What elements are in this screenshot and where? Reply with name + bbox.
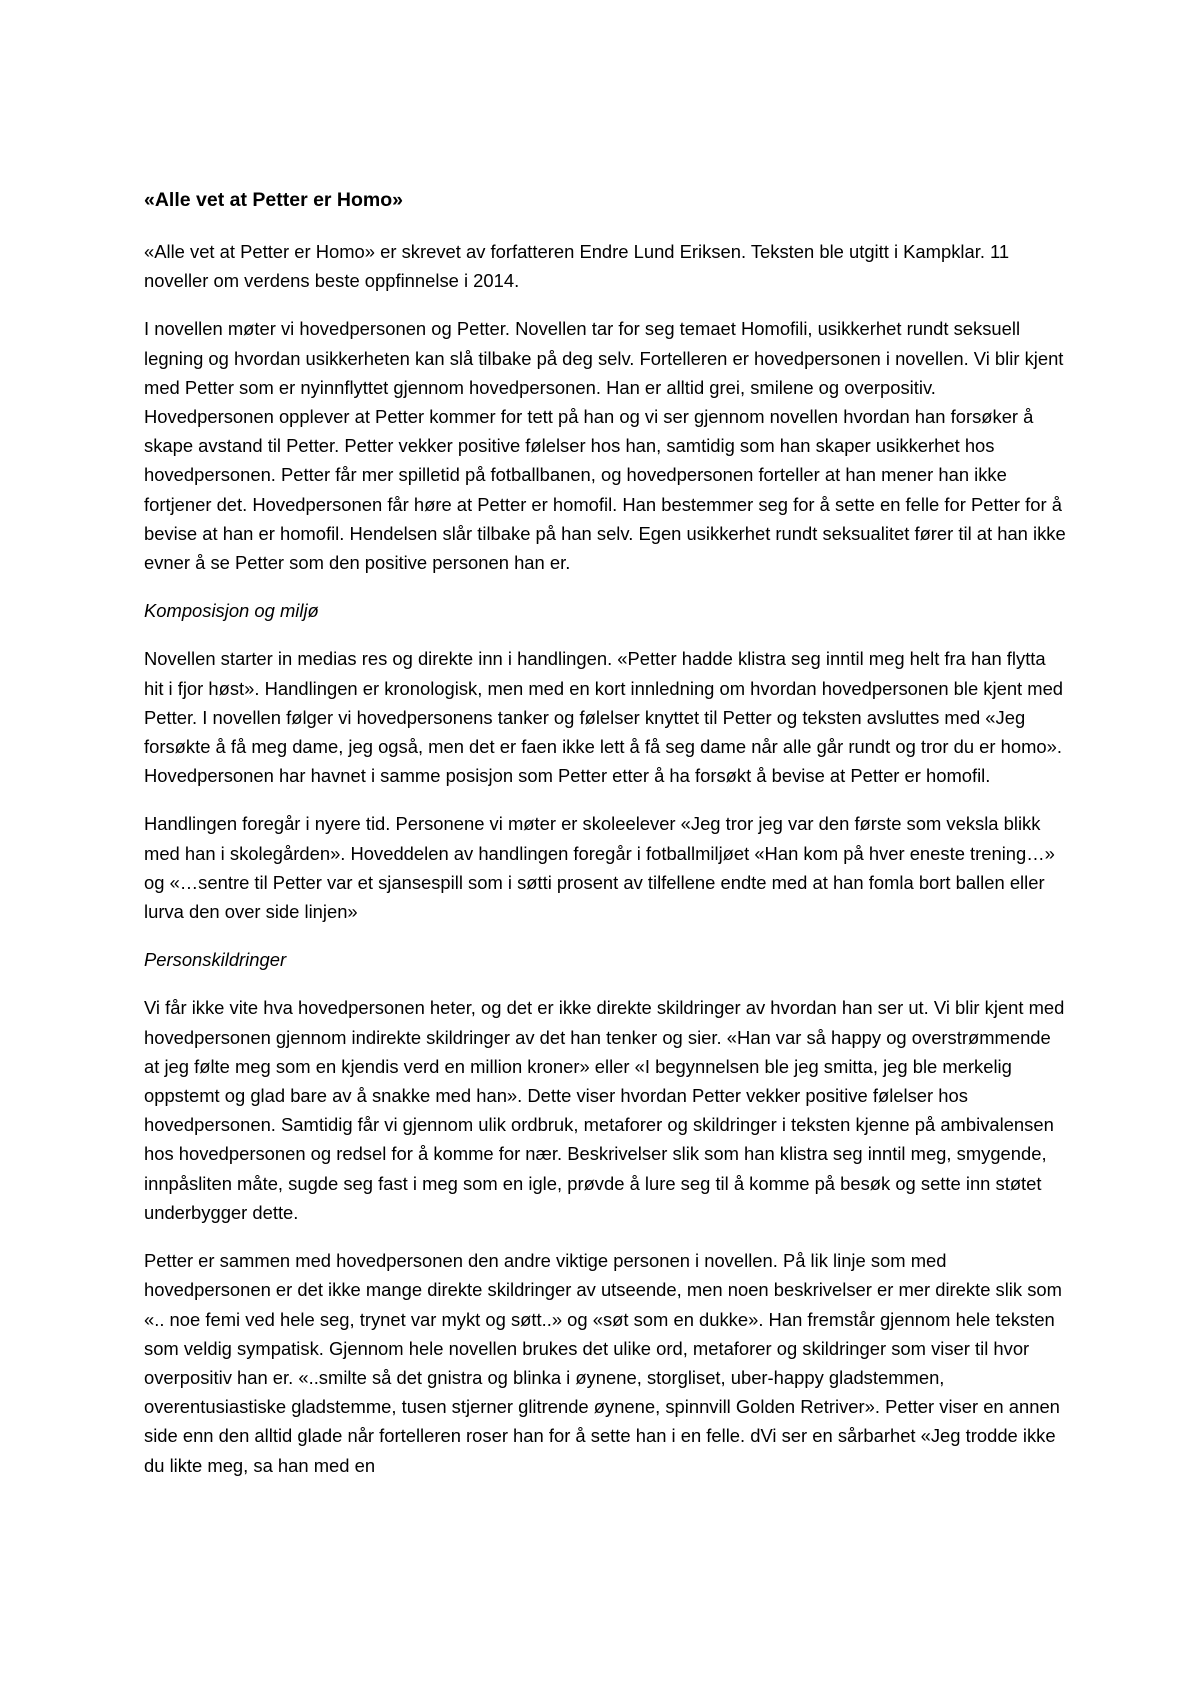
summary-paragraph: I novellen møter vi hovedpersonen og Petter. Novellen tar for seg temaet Homofili, usikkerhet rundt seksuell legning og hvordan usikkerheten kan slå tilbake på deg selv. Fortelleren er hovedpersonen i novellen. Vi blir kjent med Petter som er nyinnflyttet gjennom hovedpersonen. Han er alltid grei, smilene og overpositiv. Hovedpersonen opplever at Petter kommer for tett på han og vi ser gjennom novellen hvordan han forsøker å skape avstand til Petter. Petter vekker positive følelser hos han, samtidig som han skaper usikkerhet hos hovedpersonen. Petter får mer spilletid på fotballbanen, og hovedpersonen forteller at han mener han ikke fortjener det. Hovedpersonen får høre at Petter er homofil. Han bestemmer seg for å sette en felle for Petter for å bevise at han er homofil. Hendelsen slår tilbake på han selv. Egen usikkerhet rundt seksualitet fører til at han ikke evner å se Petter som den positive personen han er. <box>144 318 1066 574</box>
section-heading-composition: Komposisjon og miljø <box>144 600 319 622</box>
document-title: «Alle vet at Petter er Homo» <box>144 189 404 211</box>
intro-paragraph: «Alle vet at Petter er Homo» er skrevet av forfatteren Endre Lund Eriksen. Teksten ble utgitt i Kampklar. 11 noveller om verdens beste oppfinnelse i 2014. <box>144 241 1010 292</box>
protagonist-paragraph: Vi får ikke vite hva hovedpersonen heter, og det er ikke direkte skildringer av hvordan han ser ut. Vi blir kjent med hovedpersonen gjennom indirekte skildringer av det han tenker og sier. «Han var så happy og overstrømmende at jeg følte meg som en kjendis verd en million kroner» eller «I begynnelsen ble jeg smitta, jeg ble merkelig oppstemt og glad bare av å snakke med han». Dette viser hvordan Petter vekker positive følelser hos hovedpersonen. Samtidig får vi gjennom ulik ordbruk, metaforer og skildringer i teksten kjenne på ambivalensen hos hovedpersonen og redsel for å komme for nær. Beskrivelser slik som han klistra seg inntil meg, smygende, innpåsliten måte, sugde seg fast i meg som en igle, prøvde å lure seg til å komme på besøk og sette inn støtet underbygger dette. <box>144 997 1065 1223</box>
petter-paragraph: Petter er sammen med hovedpersonen den andre viktige personen i novellen. På lik linje som med hovedpersonen er det ikke mange direkte skildringer av utseende, men noen beskrivelser er mer direkte slik som «.. noe femi ved hele seg, trynet var mykt og søtt..» og «søt som en dukke». Han fremstår gjennom hele teksten som veldig sympatisk. Gjennom hele novellen brukes det ulike ord, metaforer og skildringer som viser til hvor overpositiv han er. «..smilte så det gnistra og blinka i øynene, storgliset, uber-happy gladstemmen, overentusiastiske gladstemme, tusen stjerner glitrende øynene, spinnvill Golden Retriver». Petter viser en annen side enn den alltid glade når fortelleren roser han for å sette han i en felle. dVi ser en sårbarhet «Jeg trodde ikke du likte meg, sa han med en <box>144 1250 1062 1476</box>
section-heading-characters: Personskildringer <box>144 949 287 971</box>
document-page <box>144 185 1066 1499</box>
composition-paragraph: Novellen starter in medias res og direkte inn i handlingen. «Petter hadde klistra seg inntil meg helt fra han flytta hit i fjor høst». Handlingen er kronologisk, men med en kort innledning om hvordan hovedpersonen ble kjent med Petter. I novellen følger vi hovedpersonens tanker og følelser knyttet til Petter og teksten avsluttes med «Jeg forsøkte å få meg dame, jeg også, men det er faen ikke lett å få seg dame når alle går rundt og tror du er homo». Hovedpersonen har havnet i samme posisjon som Petter etter å ha forsøkt å bevise at Petter er homofil. <box>144 648 1064 787</box>
setting-paragraph: Handlingen foregår i nyere tid. Personene vi møter er skoleelever «Jeg tror jeg var den første som veksla blikk med han i skolegården». Hoveddelen av handlingen foregår i fotballmiljøet «Han kom på hver eneste trening…» og «…sentre til Petter var et sjansespill som i søtti prosent av tilfellene endte med at han fomla bort ballen eller lurva den over side linjen» <box>144 813 1055 923</box>
